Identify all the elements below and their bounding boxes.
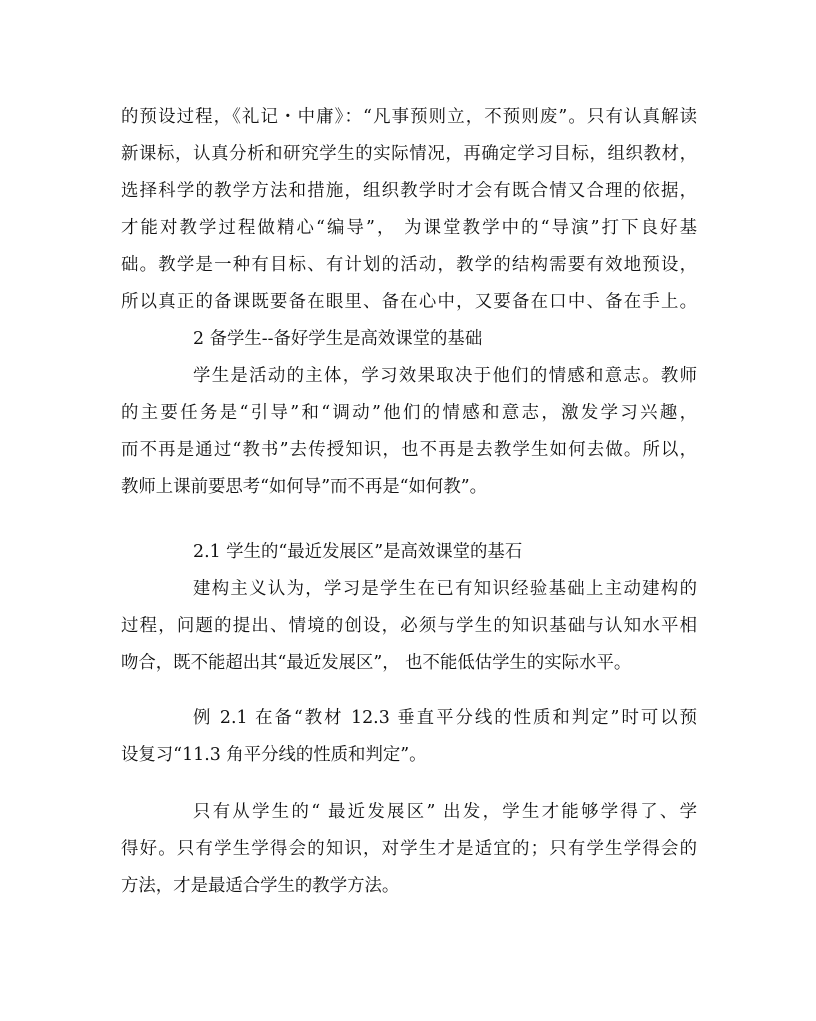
text-line: 学生是活动的主体，学习效果取决于他们的情感和意志。教师 <box>193 366 697 386</box>
text-line: 才能对教学过程做精心“编导”， 为课堂教学中的“导演”打下良好基 <box>121 218 697 238</box>
text-line: 过程，问题的提出、情境的创设，必须与学生的知识基础与认知水平相 <box>121 616 697 636</box>
text-line: 选择科学的教学方法和措施，组织教学时才会有既合情又合理的依据， <box>121 181 697 201</box>
heading-text: 2.1 学生的“最近发展区”是高效课堂的基石 <box>193 542 523 562</box>
text-line: 而不再是通过“教书”去传授知识，也不再是去教学生如何去做。所以， <box>121 440 697 460</box>
paragraph-constructivism <box>121 571 697 682</box>
paragraph-students <box>121 358 697 506</box>
section-heading-2-1 <box>121 534 697 571</box>
paragraph-preparation <box>121 99 697 321</box>
text-line: 新课标，认真分析和研究学生的实际情况，再确定学习目标，组织教材， <box>121 144 697 164</box>
text-line: 建构主义认为，学习是学生在已有知识经验基础上主动建构的 <box>193 579 697 599</box>
text-line: 得好。只有学生学得会的知识，对学生才是适宜的；只有学生学得会的 <box>121 839 697 859</box>
heading-text: 2 备学生--备好学生是高效课堂的基础 <box>193 329 483 349</box>
text-line: 例 2.1 在备“教材 12.3 垂直平分线的性质和判定”时可以预 <box>193 708 697 728</box>
document-body <box>121 99 697 905</box>
text-line: 的主要任务是“引导”和“调动”他们的情感和意志，激发学习兴趣， <box>121 403 697 423</box>
text-line: 只有从学生的“ 最近发展区” 出发，学生才能够学得了、学 <box>193 802 697 822</box>
text-line: 方法，才是最适合学生的教学方法。 <box>121 876 400 896</box>
paragraph-zone <box>121 794 697 905</box>
text-line: 设复习“11.3 角平分线的性质和判定”。 <box>121 745 427 765</box>
spacer <box>121 774 697 794</box>
spacer <box>121 506 697 534</box>
text-line: 教师上课前要思考“如何导”而不再是“如何教”。 <box>121 477 487 497</box>
text-line: 的预设过程，《礼记・中庸》：“凡事预则立，不预则废”。只有认真解读 <box>121 107 697 127</box>
text-line: 础。教学是一种有目标、有计划的活动，教学的结构需要有效地预设， <box>121 255 697 275</box>
text-line: 吻合，既不能超出其“最近发展区”， 也不能低估学生的实际水平。 <box>121 653 632 673</box>
text-line: 所以真正的备课既要备在眼里、备在心中，又要备在口中、备在手上。 <box>121 292 697 312</box>
spacer <box>121 682 697 700</box>
section-heading-2 <box>121 321 697 358</box>
paragraph-example <box>121 700 697 774</box>
